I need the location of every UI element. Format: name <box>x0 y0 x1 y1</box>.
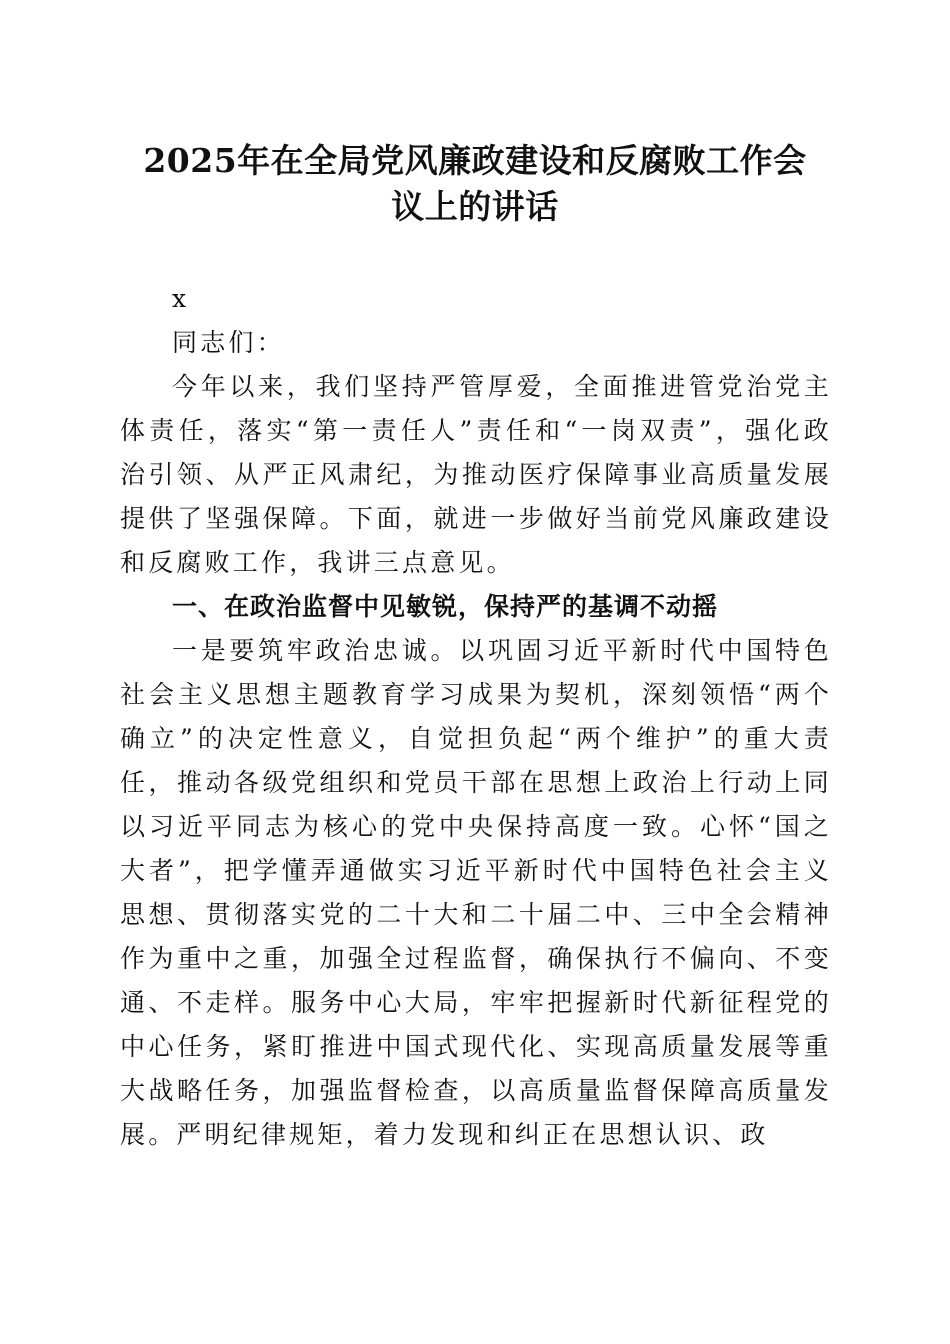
document-body <box>120 277 832 1157</box>
document-title <box>110 138 840 230</box>
section-1-body: 以巩固习近平新时代中国特色社会主义思想主题教育学习成果为契机，深刻领悟“两个确立”的决定性意义，自觉担负起“两个维护”的重大责任，推动各级党组织和党员干部在思想上政治上行动上同以习近平同志为核心的党中央保持高度一致。心怀“国之大者”，把学懂弄通做实习近平新时代中国特色社会主义思想、贯彻落实党的二十大和二十届二中、三中全会精神作为重中之重，加强全过程监督，确保执行不偏向、不变通、不走样。服务中心大局，牢牢把握新时代新征程党的中心任务，紧盯推进中国式现代化、实现高质量发展等重大战略任务，加强监督检查，以高质量监督保障高质量发展。严明纪律规矩，着力发现和纠正在思想认识、政 <box>120 636 832 1149</box>
intro-paragraph: 今年以来，我们坚持严管厚爱，全面推进管党治党主体责任，落实“第一责任人”责任和“一岗双责”，强化政治引领、从严正风肃纪，为推动医疗保障事业高质量发展提供了坚强保障。下面，就进一步做好当前党风廉政建设和反腐败工作，我讲三点意见。 <box>120 372 832 577</box>
salutation: 同志们： <box>172 328 285 357</box>
author-line: x <box>172 284 190 313</box>
section-1-paragraph <box>120 629 832 1157</box>
title-line-2: 议上的讲话 <box>391 187 559 226</box>
section-1-lead: 一是要筑牢政治忠诚。 <box>172 636 460 665</box>
section-1-heading: 一、在政治监督中见敏锐，保持严的基调不动摇 <box>172 592 719 621</box>
title-line-1: 2025年在全局党风廉政建设和反腐败工作会 <box>143 141 807 180</box>
